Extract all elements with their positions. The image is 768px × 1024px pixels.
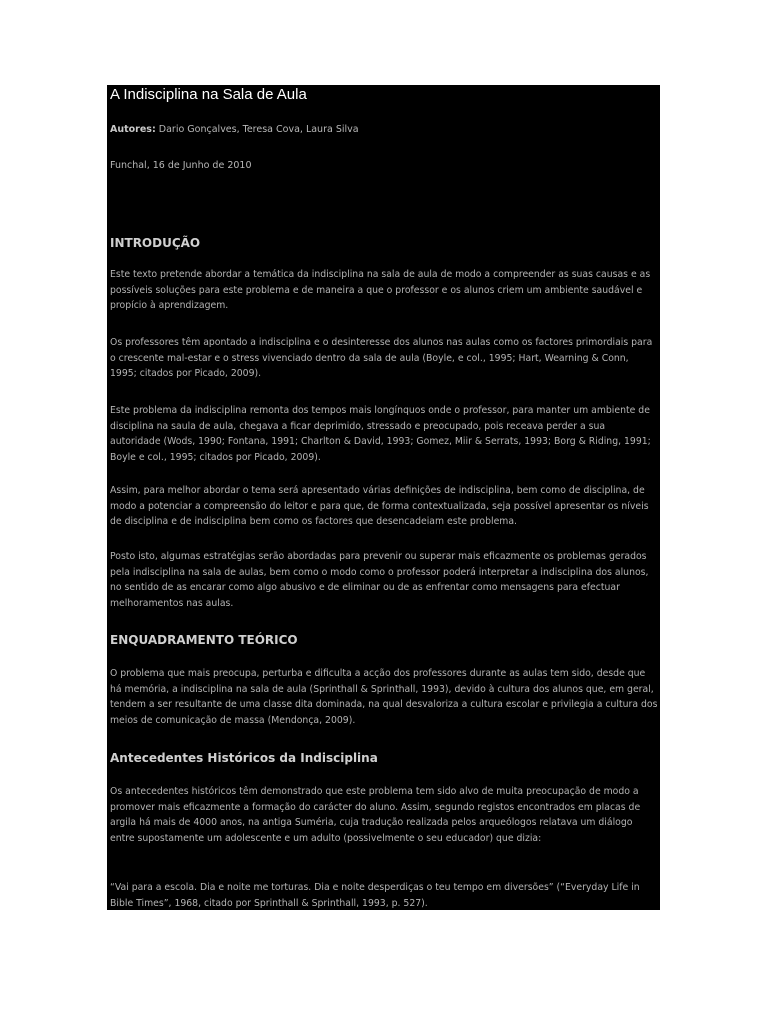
authors-line [110, 123, 359, 137]
document-title: A Indisciplina na Sala de Aula [110, 86, 307, 103]
authors-label: Autores: [110, 124, 156, 135]
document-page [107, 85, 660, 910]
paragraph: Este texto pretende abordar a temática da indisciplina na sala de aula de modo a compreender as suas causas e as possíveis soluções para este problema e de maneira a que o professor e os alunos criem um ambiente saudável e propício à aprendizagem. [110, 269, 651, 311]
paragraph: Assim, para melhor abordar o tema será apresentado várias definições de indisciplina, bem como de disciplina, de modo a potenciar a compreensão do leitor e para que, de forma contextualizada, seja possível apresentar os níveis de disciplina e de indisciplina bem como os factores que desencadeiam este problema. [110, 485, 649, 527]
quote-paragraph: “Vai para a escola. Dia e noite me torturas. Dia e noite desperdiças o teu tempo em diversões” (“Everyday Life in Bible Times”, 1968, citado por Sprinthall & Sprinthall, 1993, p. 527). [110, 882, 640, 909]
paragraph: O problema que mais preocupa, perturba e dificulta a acção dos professores durante as aulas tem sido, desde que há memória, a indisciplina na sala de aula (Sprinthall & Sprinthall, 1993), devido à cultura dos alunos que, em geral, tendem a ser resultante de uma classe dita dominada, na qual desvaloriza a cultura escolar e privilegia a cultura dos meios de comunicação de massa (Mendonça, 2009). [110, 668, 658, 726]
section-heading: ENQUADRAMENTO TEÓRICO [110, 633, 298, 647]
authors-names: Dario Gonçalves, Teresa Cova, Laura Silva [158, 124, 359, 135]
section-heading: Antecedentes Históricos da Indisciplina [110, 751, 378, 765]
section-heading: INTRODUÇÃO [110, 236, 201, 250]
date-line: Funchal, 16 de Junho de 2010 [110, 160, 252, 171]
paragraph: Os professores têm apontado a indisciplina e o desinteresse dos alunos nas aulas como os factores primordiais para o crescente mal-estar e o stress vivenciado dentro da sala de aula (Boyle, e col., 1995; Hart, Wearning & Conn, 1995; citados por Picado, 2009). [110, 337, 653, 379]
paragraph: Os antecedentes históricos têm demonstrado que este problema tem sido alvo de muita preocupação de modo a promover mais eficazmente a formação do carácter do aluno. Assim, segundo registos encontrados em placas de argila há mais de 4000 anos, na antiga Suméria, cuja tradução realizada pelos arqueólogos relatava um diálogo entre supostamente um adolescente e um adulto (possivelmente o seu educador) que dizia: [110, 786, 641, 844]
paragraph: Este problema da indisciplina remonta dos tempos mais longínquos onde o professor, para manter um ambiente de disciplina na saula de aula, chegava a ficar deprimido, stressado e preocupado, pois receava perder a sua autoridade (Wods, 1990; Fontana, 1991; Charlton & David, 1993; Gomez, Miir & Serrats, 1993; Borg & Riding, 1991; Boyle e col., 1995; citados por Picado, 2009). [110, 405, 651, 463]
paragraph: Posto isto, algumas estratégias serão abordadas para prevenir ou superar mais eficazmente os problemas gerados pela indisciplina na sala de aulas, bem como o modo como o professor poderá interpretar a indisciplina dos alunos, no sentido de as encarar como algo abusivo e de eliminar ou de as enfrentar como mensagens para efectuar melhoramentos nas aulas. [110, 551, 649, 609]
